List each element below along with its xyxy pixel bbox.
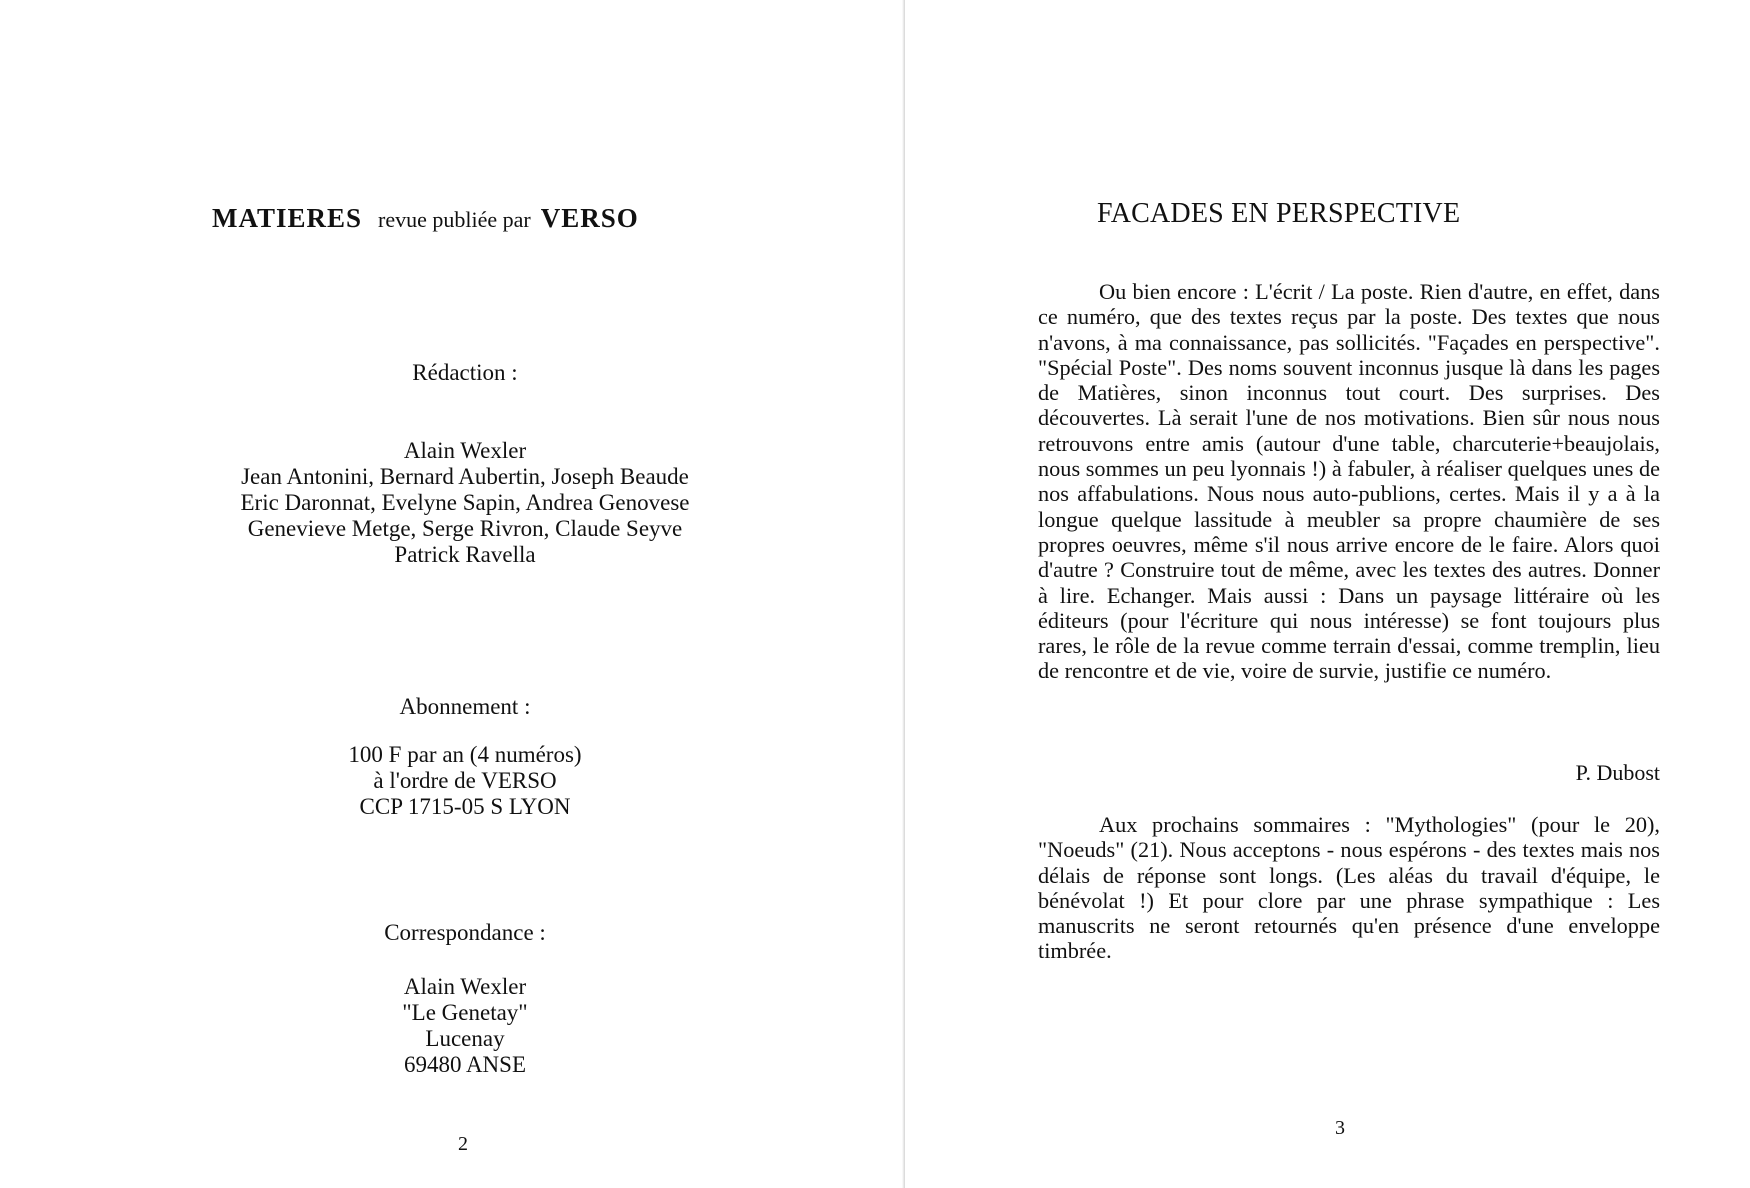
redaction-member-line: Alain Wexler [403, 438, 527, 463]
address-line: Alain Wexler [403, 974, 527, 999]
abonnement-heading [180, 694, 750, 720]
abonnement-line: CCP 1715-05 S LYON [359, 794, 571, 819]
redaction-heading [180, 360, 750, 386]
address-line: "Le Genetay" [402, 1000, 528, 1025]
article-paragraph-1-text: Ou bien encore : L'écrit / La poste. Rien d'autre, en effet, dans ce numéro, que des textes reçus par la poste. Des textes que nous n'avons, à ma connaissance, pas sollicités. "Façades en perspective". "Spécial Poste". Des noms souvent inconnus jusque là dans les pages de Matières, sinon inconnus tout court. Des surprises. Des découvertes. Là serait l'une de nos motivations. Bien sûr nous nous retrouvons entre amis (autour d'une table, charcuterie+beaujolais, nous sommes un peu lyonnais !) à fabuler, à réaliser quelques unes de nos affabulations. Nous nous auto-publions, certes. Mais il y a à la longue quelque lassitude à meubler sa propre chaumière de ses propres oeuvres, même s'il nous arrive encore de le faire. Alors quoi d'autre ? Construire tout de même, avec les textes des autres. Donner à lire. Echanger. Mais aussi : Dans un paysage littéraire où les éditeurs (pour l'écriture qui nous intéresse) se font toujours plus rares, le rôle de la revue comme terrain d'essai, comme tremplin, lieu de rencontre et de vie, voire de survie, justifie ce numéro. [1038, 279, 1660, 684]
article-signature: P. Dubost [1575, 760, 1660, 785]
article-paragraph-2-text: Aux prochains sommaires : "Mythologies" (pour le 20), "Noeuds" (21). Nous acceptons - nous espérons - des textes mais nos délais de réponse sont longs. (Les aléas du travail d'équipe, le bénévolat !) Et pour clore par une phrase sympathique : Les manuscrits ne seront retournés qu'en présence d'une enveloppe timbrée. [1038, 812, 1660, 964]
masthead [212, 203, 639, 234]
article-paragraph-1 [1038, 279, 1660, 684]
masthead-title: MATIERES [212, 203, 363, 233]
abonnement-heading-text: Abonnement : [399, 694, 531, 719]
page-number-right: 3 [1335, 1117, 1345, 1139]
redaction-member-line: Patrick Ravella [394, 542, 536, 567]
redaction-members [180, 438, 750, 568]
article-paragraph-2 [1038, 812, 1660, 964]
abonnement-line: 100 F par an (4 numéros) [348, 742, 582, 767]
address-line: Lucenay [425, 1026, 505, 1051]
redaction-member-line: Eric Daronnat, Evelyne Sapin, Andrea Genovese [240, 490, 690, 515]
correspondance-heading [180, 920, 750, 946]
abonnement-details [180, 742, 750, 820]
masthead-subtitle: revue publiée par [378, 207, 531, 232]
right-page [905, 0, 1750, 1188]
abonnement-line: à l'ordre de VERSO [373, 768, 557, 793]
masthead-publisher: VERSO [540, 203, 639, 233]
redaction-member-line: Genevieve Metge, Serge Rivron, Claude Seyve [247, 516, 683, 541]
article-title: FACADES EN PERSPECTIVE [1097, 198, 1461, 229]
address-line: 69480 ANSE [403, 1052, 527, 1077]
redaction-heading-text: Rédaction : [412, 360, 518, 385]
page-number-left: 2 [458, 1133, 468, 1155]
correspondance-address [180, 974, 750, 1078]
correspondance-heading-text: Correspondance : [384, 920, 546, 945]
redaction-member-line: Jean Antonini, Bernard Aubertin, Joseph Beaude [241, 464, 689, 489]
